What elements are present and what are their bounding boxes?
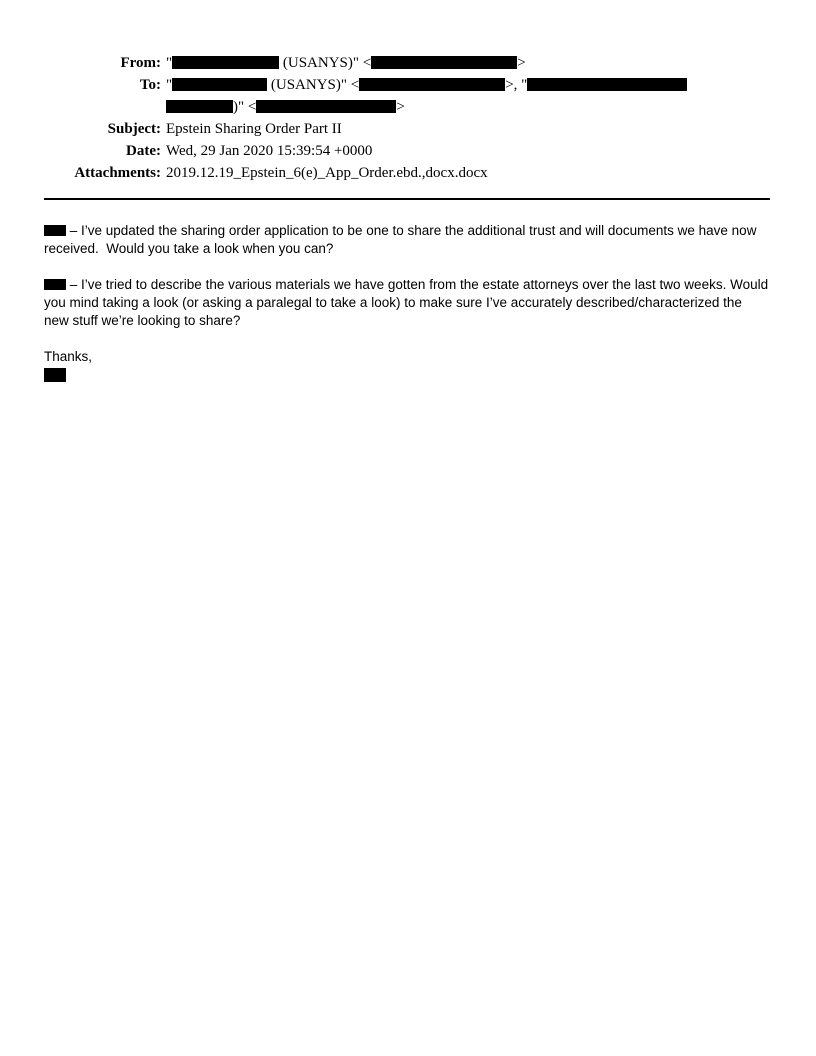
header-row-attachments — [44, 162, 770, 184]
redaction-to-name-1 — [172, 78, 267, 91]
header-row-date — [44, 140, 770, 162]
from-value — [166, 52, 770, 74]
from-label: From: — [120, 55, 161, 71]
to-close-text: > — [396, 99, 405, 115]
redaction-recipient-name-1 — [44, 225, 66, 236]
subject-label: Subject: — [107, 121, 161, 137]
from-close-text: > — [517, 55, 526, 71]
body-closing — [44, 348, 770, 384]
to-value-line-2 — [166, 96, 770, 118]
redaction-to-email-2 — [256, 100, 396, 113]
to-value-line-1 — [166, 74, 770, 96]
email-header — [44, 52, 770, 184]
from-mid-text: (USANYS)" < — [279, 55, 372, 71]
redaction-from-name — [172, 56, 279, 69]
attachments-label: Attachments: — [74, 165, 161, 181]
redaction-from-email — [371, 56, 517, 69]
paragraph-1-text: – I’ve updated the sharing order application to be one to share the additional trust and will documents we have now received. Would you take a look when you can? — [44, 223, 761, 256]
redaction-to-email-1 — [359, 78, 505, 91]
to-line2-mid-text: )" < — [233, 99, 257, 115]
to-label: To: — [139, 77, 161, 93]
to-mid-text: (USANYS)" < — [267, 77, 360, 93]
paragraph-2-text: – I’ve tried to describe the various materials we have gotten from the estate attorneys over the last two weeks. Would you mind taking a look (or asking a paralegal to take a look) to make sure I’ve accurately described/characterized the new stuff we’re looking to share? — [44, 277, 772, 328]
header-row-subject — [44, 118, 770, 140]
date-value: Wed, 29 Jan 2020 15:39:54 +0000 — [166, 143, 373, 159]
header-divider — [44, 198, 770, 200]
from-quote-open: " — [166, 55, 173, 71]
redaction-signature-name — [44, 368, 66, 382]
header-row-to — [44, 74, 770, 118]
body-paragraph-1 — [44, 222, 770, 258]
closing-text: Thanks, — [44, 349, 93, 364]
body-paragraph-2 — [44, 276, 770, 330]
redaction-to-name-2-part-2 — [166, 100, 233, 113]
redaction-recipient-name-2 — [44, 279, 66, 290]
subject-value: Epstein Sharing Order Part II — [166, 121, 342, 137]
redaction-to-name-2-part-1 — [527, 78, 687, 91]
email-body — [44, 222, 770, 384]
attachments-value: 2019.12.19_Epstein_6(e)_App_Order.ebd.,docx.docx — [166, 165, 488, 181]
to-quote-open: " — [166, 77, 173, 93]
header-row-from — [44, 52, 770, 74]
to-separator-text: >, " — [505, 77, 528, 93]
to-value — [166, 74, 770, 118]
date-label: Date: — [126, 143, 161, 159]
